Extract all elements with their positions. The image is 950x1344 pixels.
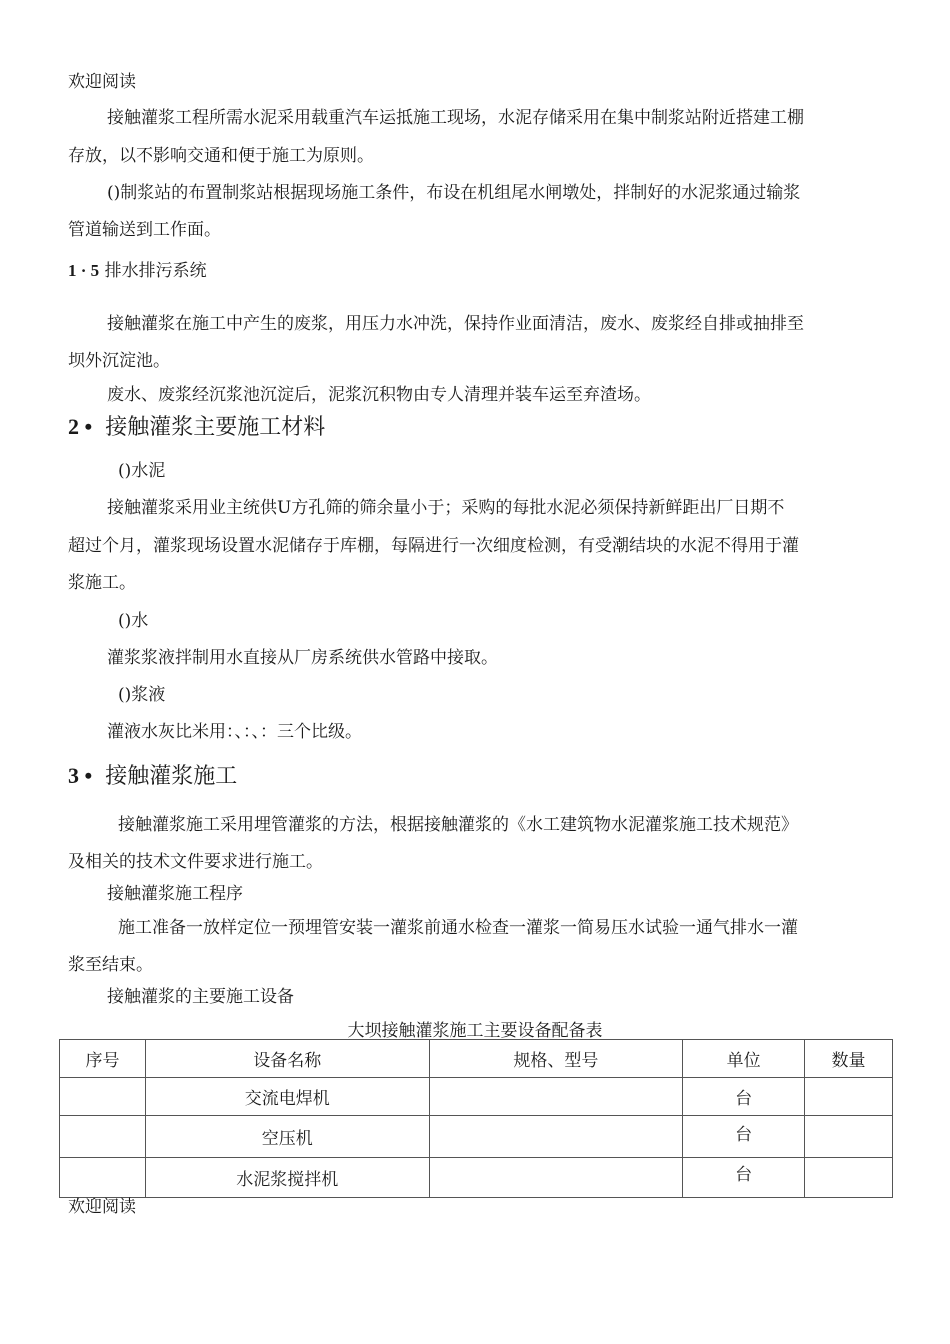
paragraph-cement-transport-line2: 存放，以不影响交通和便于施工为原则。 xyxy=(68,146,374,166)
paragraph-mixing-station-line2: 管道输送到工作面。 xyxy=(68,220,221,240)
paragraph-method-line2: 及相关的技术文件要求进行施工。 xyxy=(68,852,323,872)
paragraph-equipment-title: 接触灌浆的主要施工设备 xyxy=(107,987,294,1007)
paragraph-mixing-station-line1: ()制浆站的布置制浆站根据现场施工条件，布设在机组尾水闸墩处，拌制好的水泥浆通过输浆 xyxy=(107,183,801,203)
table-row xyxy=(60,1158,893,1198)
cell-unit: 台 xyxy=(683,1116,805,1158)
cell-spec-model xyxy=(429,1078,683,1116)
section-title: 接触灌浆施工 xyxy=(105,764,238,789)
paragraph-waste-slurry-line1: 接触灌浆在施工中产生的废浆，用压力水冲洗，保持作业面清洁，废水、废浆经自排或抽排至 xyxy=(107,314,804,334)
cell-spec-model xyxy=(429,1116,683,1158)
section-number: 2 • xyxy=(68,414,93,439)
table-row xyxy=(60,1078,893,1116)
table-header-row xyxy=(60,1040,893,1078)
section-3-heading xyxy=(68,762,237,791)
cell-index xyxy=(60,1158,146,1198)
cell-spec-model xyxy=(429,1158,683,1198)
paragraph-sedimentation: 废水、废浆经沉浆池沉淀后，泥浆沉积物由专人清理并装车运至弃渣场。 xyxy=(107,385,651,405)
section-title: 接触灌浆主要施工材料 xyxy=(105,415,326,440)
table-caption: 大坝接触灌浆施工主要设备配备表 xyxy=(347,1021,603,1041)
paragraph-cement-line2: 超过个月，灌浆现场设置水泥储存于库棚，每隔进行一次细度检测，有受潮结块的水泥不得用于灌 xyxy=(68,536,799,556)
section-number: 1 · 5 xyxy=(68,261,100,280)
header-cell-equipment-name: 设备名称 xyxy=(145,1040,429,1078)
cell-equipment-name: 水泥浆搅拌机 xyxy=(145,1158,429,1198)
cell-index xyxy=(60,1078,146,1116)
cell-quantity xyxy=(805,1078,893,1116)
paragraph-procedure-line1: 施工准备一放样定位一预埋管安装一灌浆前通水检查一灌浆一简易压水试验一通气排水一灌 xyxy=(118,918,798,938)
page-footer: 欢迎阅读 xyxy=(68,1197,136,1217)
paragraph-method-line1: 接触灌浆施工采用埋管灌浆的方法，根据接触灌浆的《水工建筑物水泥灌浆施工技术规范》 xyxy=(118,815,798,835)
header-cell-spec-model: 规格、型号 xyxy=(429,1040,683,1078)
paragraph-cement-transport-line1: 接触灌浆工程所需水泥采用载重汽车运抵施工现场，水泥存储采用在集中制浆站附近搭建工棚 xyxy=(107,108,804,128)
cell-unit: 台 xyxy=(683,1158,805,1198)
paragraph-water: 灌浆浆液拌制用水直接从厂房系统供水管路中接取。 xyxy=(107,648,498,668)
section-1-5-heading xyxy=(68,260,207,282)
cell-quantity xyxy=(805,1116,893,1158)
equipment-table xyxy=(59,1039,893,1198)
page-header: 欢迎阅读 xyxy=(68,72,136,92)
cell-equipment-name: 空压机 xyxy=(145,1116,429,1158)
cell-unit: 台 xyxy=(683,1078,805,1116)
section-2-heading xyxy=(68,413,325,442)
header-cell-index: 序号 xyxy=(60,1040,146,1078)
subheading-water: ()水 xyxy=(118,611,149,631)
paragraph-procedure-title: 接触灌浆施工程序 xyxy=(107,884,243,904)
paragraph-cement-line1: 接触灌浆采用业主统供U方孔筛的筛余量小于；采购的每批水泥必须保持新鲜距出厂日期不 xyxy=(107,498,785,518)
paragraph-slurry: 灌液水灰比米用：、：、：三个比级。 xyxy=(107,722,362,742)
section-title: 排水排污系统 xyxy=(104,261,207,281)
subheading-slurry: ()浆液 xyxy=(118,685,166,705)
cell-quantity xyxy=(805,1158,893,1198)
paragraph-procedure-line2: 浆至结束。 xyxy=(68,955,153,975)
cell-equipment-name: 交流电焊机 xyxy=(145,1078,429,1116)
cell-index xyxy=(60,1116,146,1158)
subheading-cement: ()水泥 xyxy=(118,461,166,481)
header-cell-quantity: 数量 xyxy=(805,1040,893,1078)
paragraph-waste-slurry-line2: 坝外沉淀池。 xyxy=(68,351,170,371)
paragraph-cement-line3: 浆施工。 xyxy=(68,573,136,593)
table-row xyxy=(60,1116,893,1158)
header-cell-unit: 单位 xyxy=(683,1040,805,1078)
section-number: 3 • xyxy=(68,763,93,788)
